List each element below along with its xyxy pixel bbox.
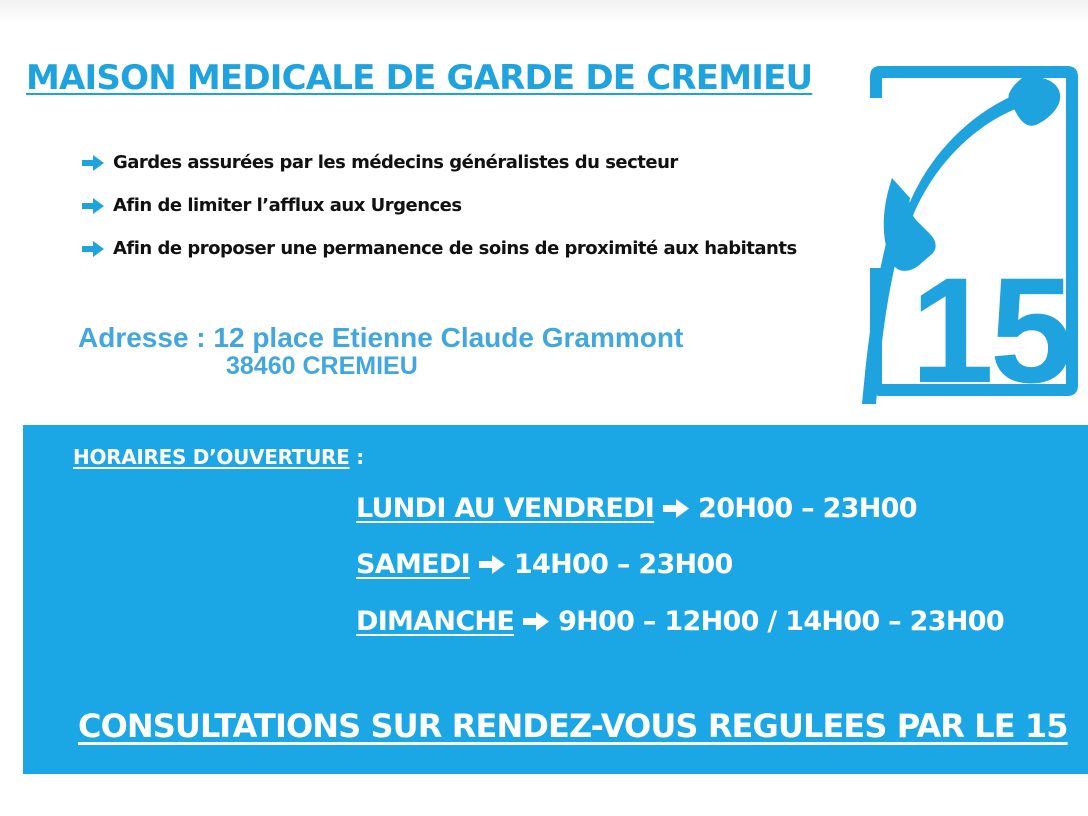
phone-15-icon [862,58,1086,404]
hours-heading-colon: : [349,445,364,469]
page-top-shadow [0,0,1088,24]
hours-heading-label: HORAIRES D’OUVERTURE [73,445,350,469]
logo-number: 15 [910,246,1070,404]
schedule-day: DIMANCHE [356,606,515,637]
schedule-row [356,549,733,580]
schedule-day: LUNDI AU VENDREDI [356,493,655,524]
address-line: Adresse : 12 place Etienne Claude Grammont [78,322,684,353]
arrow-right-icon [523,612,549,631]
list-item [82,195,797,238]
schedule-row [356,606,1004,637]
bullet-text: Gardes assurées par les médecins généralistes du secteur [113,152,678,173]
address-city: 38460 CREMIEU [226,352,418,380]
page-title: MAISON MEDICALE DE GARDE DE CREMIEU [26,58,813,98]
arrow-right-icon [82,155,104,171]
arrow-right-icon [82,241,104,257]
schedule-time: 20H00 – 23H00 [698,493,917,524]
arrow-right-icon [82,198,104,214]
list-item [82,238,797,281]
schedule-time: 14H00 – 23H00 [513,549,733,580]
list-item [82,152,797,195]
schedule-row [356,493,917,524]
arrow-right-icon [479,555,505,574]
hours-heading [73,445,364,469]
arrow-right-icon [663,499,689,518]
schedule-time: 9H00 – 12H00 / 14H00 – 23H00 [558,606,1004,637]
bullet-text: Afin de proposer une permanence de soins de proximité aux habitants [113,238,797,259]
bullet-list [82,152,797,281]
bullet-text: Afin de limiter l’afflux aux Urgences [113,195,462,216]
consultation-notice: CONSULTATIONS SUR RENDEZ-VOUS REGULEES PAR LE 15 [78,707,1068,745]
schedule-day: SAMEDI [356,549,470,580]
